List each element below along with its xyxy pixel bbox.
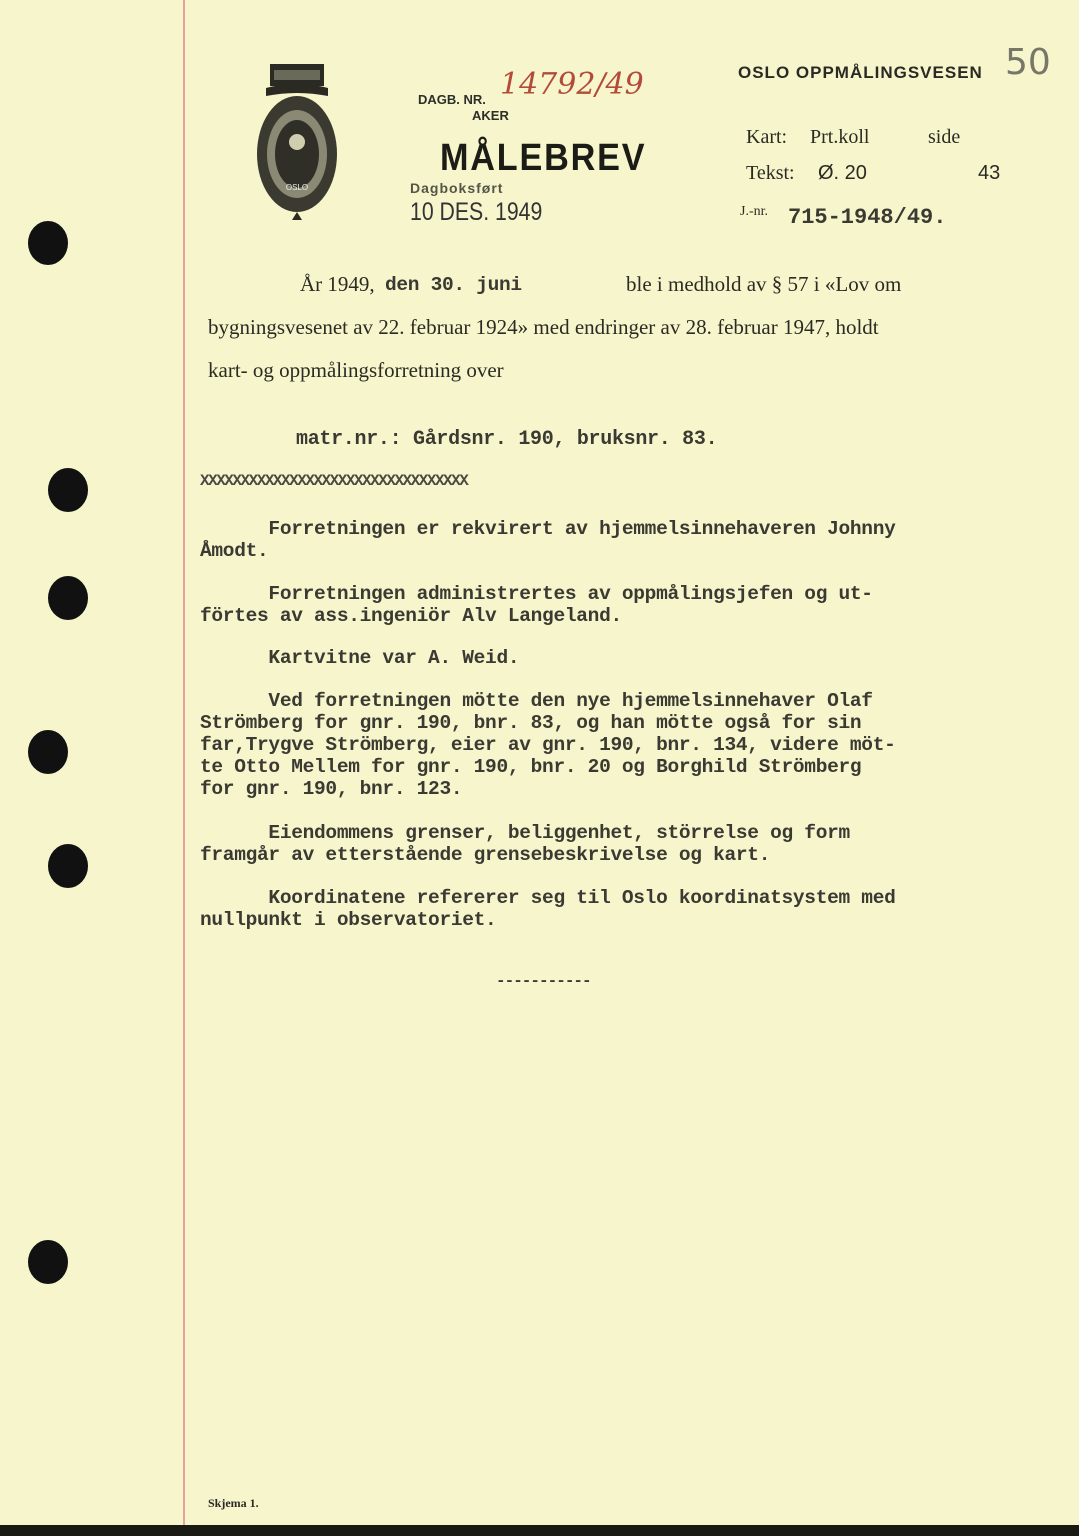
- tekst-value: Ø. 20: [818, 162, 867, 184]
- margin-line: [183, 0, 185, 1536]
- document-title: MÅLEBREV: [440, 137, 647, 179]
- svg-text:OSLO: OSLO: [285, 183, 309, 192]
- stamp-date: 10 DES. 1949: [410, 198, 543, 226]
- side-label: side: [928, 126, 961, 148]
- punch-hole: [28, 730, 68, 774]
- dagb-handwritten-number: 14792/49: [500, 67, 644, 102]
- page-number: 50: [1005, 42, 1051, 83]
- kart-value: Prt.koll: [810, 126, 870, 148]
- paragraph-coordinates: Koordinatene refererer seg til Oslo koordinatsystem med nullpunkt i observatoriet.: [200, 887, 896, 931]
- intro-line2: bygningsvesenet av 22. februar 1924» med endringer av 28. februar 1947, holdt: [208, 315, 879, 339]
- scan-edge: [0, 1525, 1079, 1536]
- jnr-value: 715-1948/49.: [788, 205, 947, 230]
- punch-hole: [48, 844, 88, 888]
- punch-hole: [28, 1240, 68, 1284]
- paragraph-boundaries: Eiendommens grenser, beliggenhet, störrelse og form framgår av etterstående grensebeskrivelse og kart.: [200, 822, 850, 866]
- intro-date: den 30. juni: [385, 274, 522, 296]
- paragraph-administration: Forretningen administrertes av oppmålingsjefen og ut- förtes av ass.ingeniör Alv Langeland.: [200, 583, 873, 627]
- paragraph-requisition: Forretningen er rekvirert av hjemmelsinnehaveren Johnny Åmodt.: [200, 518, 896, 562]
- end-rule: -----------: [496, 972, 591, 990]
- paragraph-attendees: Ved forretningen mötte den nye hjemmelsinnehaver Olaf Strömberg for gnr. 190, bnr. 83, og han mötte også for sin far,Trygve Strömberg, eier av gnr. 190, bnr. 134, videre möt- te Otto Mellem for gnr. 190, bnr. 20 og Borghild Strömberg for gnr. 190, bnr. 123.: [200, 690, 896, 800]
- intro-law: ble i medhold av § 57 i «Lov om: [626, 272, 902, 296]
- office-name: OSLO OPPMÅLINGSVESEN: [738, 63, 983, 82]
- matr-number: matr.nr.: Gårdsnr. 190, bruksnr. 83.: [296, 428, 718, 451]
- punch-hole: [48, 576, 88, 620]
- stamp-label: Dagboksført: [410, 180, 504, 196]
- kart-label: Kart:: [746, 126, 788, 148]
- jnr-label: J.-nr.: [740, 204, 768, 219]
- aker-label: AKER: [472, 108, 509, 123]
- intro-year: År 1949,: [300, 272, 375, 296]
- tekst-label: Tekst:: [746, 162, 795, 184]
- oslo-seal-logo: [252, 62, 342, 222]
- punch-hole: [28, 221, 68, 265]
- punch-hole: [48, 468, 88, 512]
- intro-line3: kart- og oppmålingsforretning over: [208, 358, 504, 382]
- struck-out-line: XXXXXXXXXXXXXXXXXXXXXXXXXXXXXXXXX: [200, 472, 468, 490]
- dagb-label: DAGB. NR.: [418, 92, 486, 107]
- tekst-side: 43: [978, 162, 1001, 184]
- form-number: Skjema 1.: [208, 1496, 259, 1510]
- paragraph-witness: Kartvitne var A. Weid.: [200, 647, 520, 669]
